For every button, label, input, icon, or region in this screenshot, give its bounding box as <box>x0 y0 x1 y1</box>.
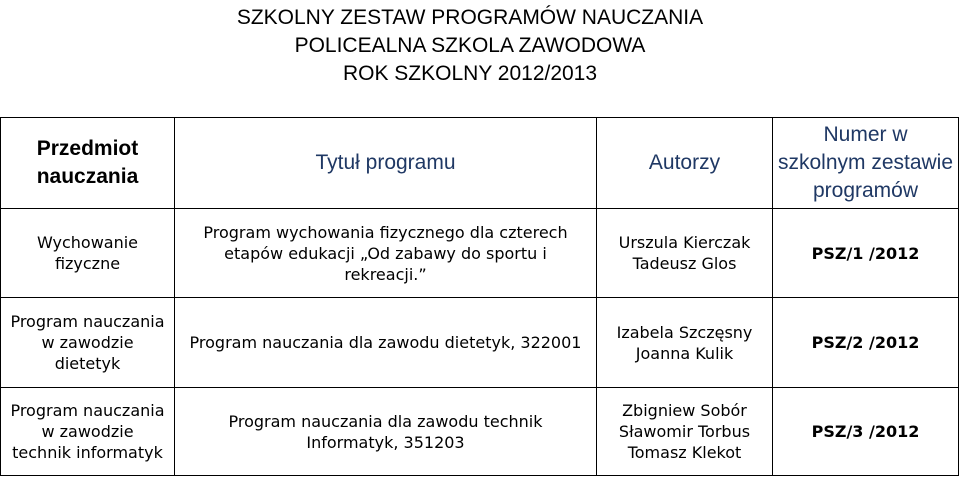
title-line: Program nauczania dla zawodu technik <box>228 411 543 431</box>
subject-cell <box>1 388 175 476</box>
author-name: Tomasz Klekot <box>627 443 742 462</box>
author-name: Izabela Szczęsny <box>616 322 753 342</box>
column-header-number-line: Numer w <box>823 123 908 146</box>
title-line: Program wychowania fizycznego dla czterech <box>203 222 568 242</box>
table-row <box>1 298 959 388</box>
title-line: etapów edukacji „Od zabawy do sportu i <box>224 243 547 263</box>
column-header-number <box>773 118 959 209</box>
column-header-title: Tytuł programu <box>175 118 597 209</box>
subject-line: Program nauczania <box>10 312 165 331</box>
authors-cell <box>597 298 773 388</box>
subject-line: w zawodzie <box>41 422 134 441</box>
subject-cell <box>1 209 175 298</box>
title-cell <box>175 209 597 298</box>
title-cell <box>175 298 597 388</box>
subject-line: technik informatyk <box>12 443 163 462</box>
subject-line: Program nauczania <box>10 401 165 420</box>
column-header-subject-line: nauczania <box>36 165 139 188</box>
table-row <box>1 388 959 476</box>
column-header-subject <box>1 118 175 209</box>
header-title: SZKOLNY ZESTAW PROGRAMÓW NAUCZANIA <box>236 6 704 29</box>
column-header-subject-line: Przedmiot <box>36 137 139 160</box>
column-header-authors: Autorzy <box>597 118 773 209</box>
author-name: Urszula Kierczak <box>618 233 751 252</box>
column-header-number-line: programów <box>812 179 919 202</box>
program-number-cell: PSZ/3 /2012 <box>773 388 959 476</box>
program-table <box>0 117 959 476</box>
author-name: Joanna Kulik <box>635 343 734 363</box>
title-line: Program nauczania dla zawodu dietetyk, 322001 <box>189 333 582 352</box>
title-cell <box>175 388 597 476</box>
table-row <box>1 209 959 298</box>
program-number-cell: PSZ/2 /2012 <box>773 298 959 388</box>
authors-cell <box>597 209 773 298</box>
subject-cell <box>1 298 175 388</box>
document-header <box>0 4 940 88</box>
table-header-row <box>1 118 959 209</box>
subject-line: Wychowanie <box>36 233 139 252</box>
title-line: rekreacji.” <box>344 264 427 284</box>
subject-line: w zawodzie <box>41 333 134 352</box>
header-school-year: ROK SZKOLNY 2012/2013 <box>342 62 598 85</box>
subject-line: dietetyk <box>54 354 121 373</box>
header-school: POLICEALNA SZKOLA ZAWODOWA <box>294 34 646 57</box>
subject-line: fizyczne <box>54 254 121 273</box>
column-header-number-line: szkolnym zestawie <box>777 151 954 174</box>
program-number-cell: PSZ/1 /2012 <box>773 209 959 298</box>
author-name: Sławomir Torbus <box>618 422 751 441</box>
authors-cell <box>597 388 773 476</box>
author-name: Tadeusz Glos <box>632 254 737 273</box>
author-name: Zbigniew Sobór <box>622 401 747 420</box>
title-line: Informatyk, 351203 <box>306 432 465 452</box>
